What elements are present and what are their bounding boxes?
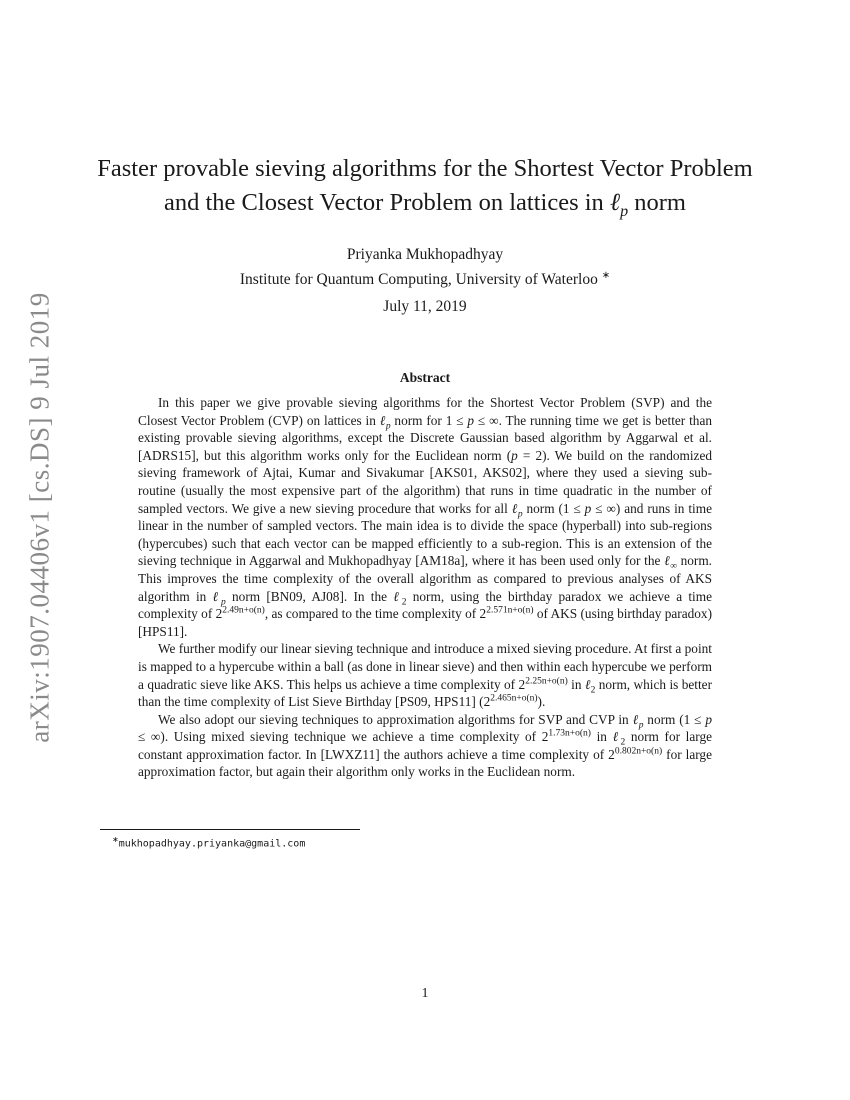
footnote-mark: ∗ [112, 835, 119, 844]
author-affiliation: Institute for Quantum Computing, University of Waterloo ∗ [239, 270, 611, 289]
author-block [0, 244, 850, 290]
footnote [112, 835, 305, 849]
arxiv-identifier: arXiv:1907.04406v1 [cs.DS] 9 Jul 2019 [24, 291, 55, 743]
footnote-divider [100, 829, 360, 830]
abstract-paragraph-1: In this paper we give provable sieving algorithms for the Shortest Vector Problem (SVP) and the Closest Vector Problem (CVP) on lattices in ℓ$_p$ norm for 1 ≤ p ≤ ∞. The running time we get is better than existing provable sieving algorithms, except the Discrete Gaussian based algorithm by Aggarwal et al. [ADRS15], but this algorithm works only for the Euclidean norm (p = 2). We build on the randomized sieving framework of Ajtai, Kumar and Sivakumar [AKS01, AKS02], where they used a sieving sub-routine (usually the most expensive part of the algorithm) that runs in time quadratic in the number of sampled vectors. We give a new sieving procedure that works for all ℓ$_p$ norm (1 ≤ p ≤ ∞) and runs in time linear in the number of sampled vectors. The main idea is to divide the space (hyperball) into sub-regions (hypercubes) such that each vector can be mapped efficiently to a sub-region. This is an extension of the sieving technique in Aggarwal and Mukhopadhyay [AM18a], where it has been used only for the ℓ$_\infty$ norm. This improves the time complexity of the overall algorithm as compared to previous analyses of AKS algorithm in ℓ$_p$ norm [BN09, AJ08]. In the ℓ$_2$ norm, using the birthday paradox we achieve a time complexity of $2^{2.49n+o(n)}$, as compared to the time complexity of $2^{2.571n+o(n)}$ of AKS (using birthday paradox) [HPS11]. [138, 395, 713, 639]
page-number: 1 [421, 986, 429, 1001]
arxiv-stamp [20, 287, 60, 747]
paper-date: July 11, 2019 [383, 298, 467, 315]
abstract-paragraph-3: We also adopt our sieving techniques to approximation algorithms for SVP and CVP in ℓ$_p$ norm (1 ≤ p ≤ ∞). Using mixed sieving technique we achieve a time complexity of $2^{1.73n+o(n)}$ in ℓ$_2$ norm for large constant approximation factor. In [LWXZ11] the authors achieve a time complexity of $2^{0.802n+o(n)}$ for large approximation factor, but again their algorithm only works in the Euclidean norm. [138, 711, 713, 780]
title-line-1: Faster provable sieving algorithms for the Shortest Vector Problem [97, 155, 753, 182]
title-line-2: and the Closest Vector Problem on lattices in ℓ$_p$ norm [164, 189, 686, 220]
abstract-body [138, 394, 712, 781]
author-name: Priyanka Mukhopadhyay [346, 246, 504, 263]
abstract-heading: Abstract [399, 370, 451, 385]
paper-title [0, 152, 850, 220]
abstract-paragraph-2: We further modify our linear sieving technique and introduce a mixed sieving procedure. At first a point is mapped to a hypercube within a ball (as done in linear sieve) and then within each hypercube we perform a quadratic sieve like AKS. This helps us achieve a time complexity of $2^{2.25n+o(n)}$ in ℓ$_2$ norm, which is better than the time complexity of List Sieve Birthday [PS09, HPS11] $(2^{2.465n+o(n)})$. [138, 641, 712, 710]
author-email[interactable]: mukhopadhyay.priyanka@gmail.com [118, 838, 306, 850]
footnote-marker: ∗ [601, 270, 611, 281]
